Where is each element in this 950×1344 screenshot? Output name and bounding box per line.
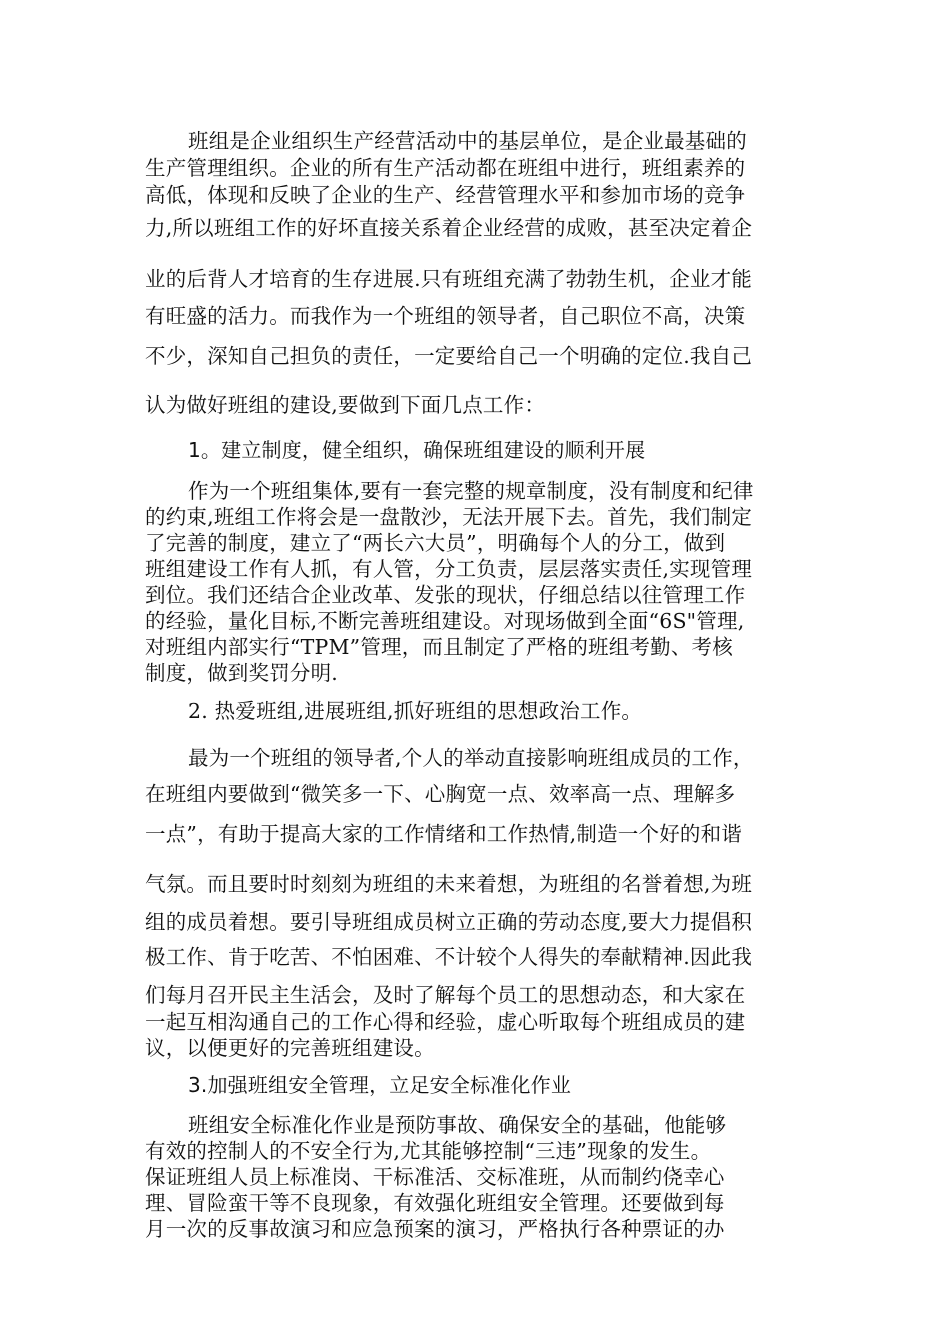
intro-line-5: 业的后背人才培育的生存进展.只有班组充满了勃勃生机，企业才能 xyxy=(145,267,753,291)
section-2-line-8: 一起互相沟通自己的工作心得和经验，虚心听取每个班组成员的建 xyxy=(145,1010,746,1034)
intro-line-3: 高低，体现和反映了企业的生产、经营管理水平和参加市场的竞争 xyxy=(145,183,746,207)
section-2-heading: 2. 热爱班组,进展班组,抓好班组的思想政治工作。 xyxy=(188,699,643,723)
section-1-line-4: 班组建设工作有人抓，有人管，分工负责，层层落实责任,实现管理 xyxy=(145,557,753,581)
section-3-line-5: 月一次的反事故演习和应急预案的演习，严格执行各种票证的办 xyxy=(145,1217,725,1241)
section-2-line-7: 们每月召开民主生活会，及时了解每个员工的思想动态，和大家在 xyxy=(145,983,746,1007)
section-1-line-6: 的经验，量化目标,不断完善班组建设。对现场做到全面“6S"管理, xyxy=(145,609,745,633)
section-2-line-4: 气氛。而且要时时刻刻为班组的未来着想，为班组的名誉着想,为班 xyxy=(145,872,753,896)
intro-line-8: 认为做好班组的建设,要做到下面几点工作： xyxy=(145,393,546,417)
section-1-line-1: 作为一个班组集体,要有一套完整的规章制度，没有制度和纪律 xyxy=(188,479,754,503)
section-3-line-1: 班组安全标准化作业是预防事故、确保安全的基础，他能够 xyxy=(188,1113,727,1137)
intro-line-1: 班组是企业组织生产经营活动中的基层单位，是企业最基础的 xyxy=(188,129,747,153)
section-1-line-8: 制度，做到奖罚分明. xyxy=(145,661,339,685)
intro-line-6: 有旺盛的活力。而我作为一个班组的领导者，自己职位不高，决策 xyxy=(145,304,746,328)
section-2-line-2: 在班组内要做到“微笑多一下、心胸宽一点、效率高一点、理解多 xyxy=(145,782,736,806)
section-3-line-2: 有效的控制人的不安全行为,尤其能够控制“三违”现象的发生。 xyxy=(145,1139,712,1163)
section-2-line-3: 一点”，有助于提高大家的工作情绪和工作热情,制造一个好的和谐 xyxy=(145,822,742,846)
section-2-line-1: 最为一个班组的领导者,个人的举动直接影响班组成员的工作， xyxy=(188,746,754,770)
section-1-line-3: 了完善的制度，建立了“两长六大员”，明确每个人的分工，做到 xyxy=(145,531,726,555)
section-1-heading: 1。建立制度，健全组织，确保班组建设的顺利开展 xyxy=(188,438,646,462)
section-1-line-7: 对班组内部实行“TPM”管理，而且制定了严格的班组考勤、考核 xyxy=(145,635,733,659)
intro-line-2: 生产管理组织。企业的所有生产活动都在班组中进行，班组素养的 xyxy=(145,156,746,180)
section-3-heading: 3.加强班组安全管理，立足安全标准化作业 xyxy=(188,1073,572,1097)
section-2-line-9: 议，以便更好的完善班组建设。 xyxy=(145,1036,435,1060)
intro-line-7: 不少，深知自己担负的责任，一定要给自己一个明确的定位.我自己 xyxy=(145,344,753,368)
section-2-line-6: 极工作、肯于吃苦、不怕困难、不计较个人得失的奉献精神.因此我 xyxy=(145,945,753,969)
section-1-line-5: 到位。我们还结合企业改革、发张的现状，仔细总结以往管理工作 xyxy=(145,583,746,607)
intro-line-4: 力,所以班组工作的好坏直接关系着企业经营的成败，甚至决定着企 xyxy=(145,216,753,240)
section-1-line-2: 的约束,班组工作将会是一盘散沙，无法开展下去。首先，我们制定 xyxy=(145,505,753,529)
section-2-line-5: 组的成员着想。要引导班组成员树立正确的劳动态度,要大力提倡积 xyxy=(145,910,753,934)
section-3-line-3: 保证班组人员上标准岗、干标准活、交标准班，从而制约侥幸心 xyxy=(145,1165,725,1189)
section-3-line-4: 理、冒险蛮干等不良现象，有效强化班组安全管理。还要做到每 xyxy=(145,1191,725,1215)
